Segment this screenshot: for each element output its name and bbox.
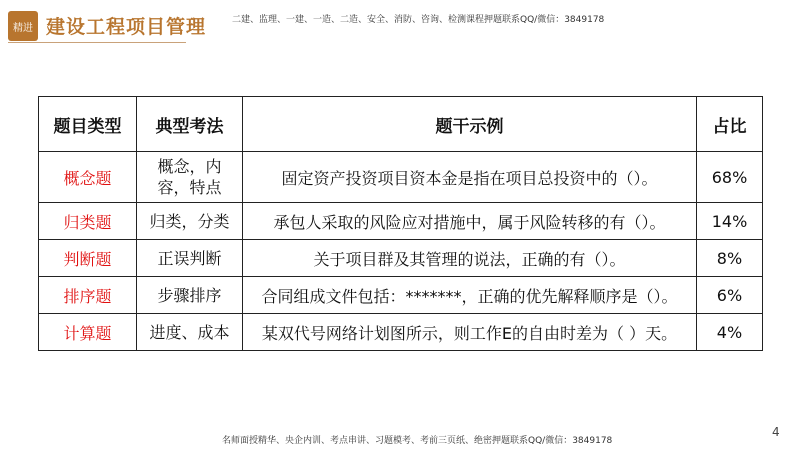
logo-text: 精进 [13, 22, 33, 34]
logo-badge [8, 11, 38, 41]
column-header-stem: 题干示例 [243, 97, 697, 152]
page-number: 4 [772, 425, 780, 439]
share-cell: 68% [697, 152, 763, 203]
question-type-cell: 概念题 [39, 152, 137, 203]
column-header-method: 典型考法 [137, 97, 243, 152]
method-cell: 正误判断 [137, 240, 243, 277]
share-cell: 8% [697, 240, 763, 277]
table-row [39, 203, 763, 240]
table-row [39, 240, 763, 277]
table-header-row [39, 97, 763, 152]
method-cell: 归类，分类 [137, 203, 243, 240]
footer-contact-text: 名师面授精华、央企内训、考点串讲、习题模考、考前三页纸、绝密押题联系QQ/微信：3849178 [222, 436, 613, 446]
column-header-share: 占比 [697, 97, 763, 152]
stem-example-cell: 某双代号网络计划图所示，则工作E的自由时差为（ ）天。 [243, 314, 697, 351]
table-row [39, 314, 763, 351]
method-cell: 概念，内容，特点 [137, 152, 243, 203]
share-cell: 6% [697, 277, 763, 314]
question-type-table [38, 96, 763, 351]
header-contact-text: 二建、监理、一建、一造、二造、安全、消防、咨询、检测课程押题联系QQ/微信：3849178 [232, 15, 605, 25]
stem-example-cell: 承包人采取的风险应对措施中，属于风险转移的有（）。 [243, 203, 697, 240]
question-type-cell: 判断题 [39, 240, 137, 277]
stem-example-cell: 关于项目群及其管理的说法，正确的有（）。 [243, 240, 697, 277]
question-type-cell: 排序题 [39, 277, 137, 314]
question-type-cell: 计算题 [39, 314, 137, 351]
method-cell: 进度、成本 [137, 314, 243, 351]
share-cell: 14% [697, 203, 763, 240]
stem-example-cell: 合同组成文件包括：*******，正确的优先解释顺序是（）。 [243, 277, 697, 314]
column-header-type: 题目类型 [39, 97, 137, 152]
page-title: 建设工程项目管理 [46, 16, 207, 38]
share-cell: 4% [697, 314, 763, 351]
method-cell: 步骤排序 [137, 277, 243, 314]
table-row [39, 152, 763, 203]
header-divider [8, 42, 186, 43]
table-row [39, 277, 763, 314]
stem-example-cell: 固定资产投资项目资本金是指在项目总投资中的（）。 [243, 152, 697, 203]
question-type-cell: 归类题 [39, 203, 137, 240]
